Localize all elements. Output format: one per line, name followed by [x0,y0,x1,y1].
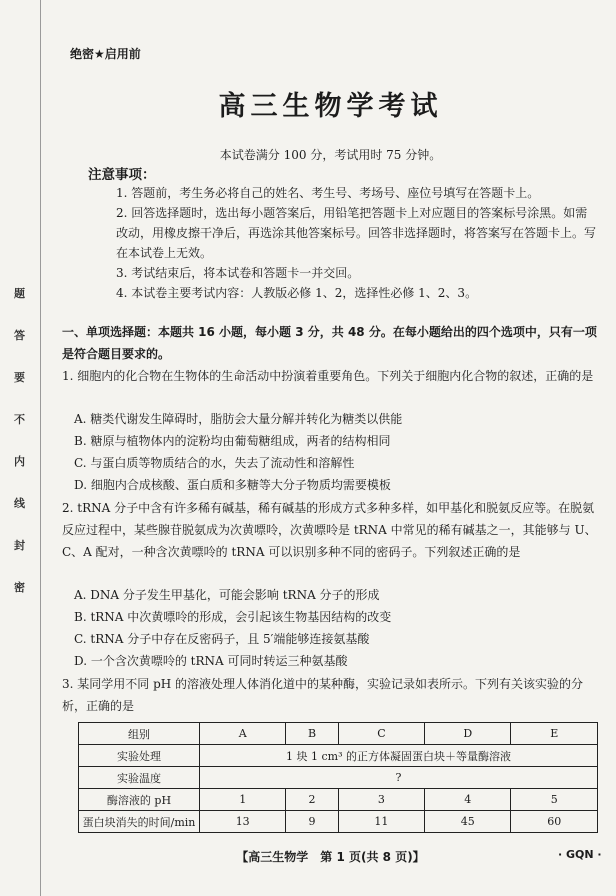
confidential-mark: 绝密★启用前 [70,47,141,61]
table-row [79,767,598,789]
table-cell: D [425,723,511,745]
exam-title: 高三生物学考试 [218,91,443,122]
option: D. 一个含次黄嘌呤的 tRNA 可同时转运三种氨基酸 [74,654,348,668]
binding-char: 线 [14,497,25,510]
table-cell: 4 [425,789,511,811]
notice-item: 3. 考试结束后，将本试卷和答题卡一并交回。 [116,266,360,280]
table-cell: E [511,723,598,745]
table-cell: 1 [200,789,286,811]
table-cell: 13 [200,811,286,833]
table-cell: A [200,723,286,745]
table-cell: 组别 [79,723,200,745]
notice-heading: 注意事项： [88,167,156,183]
binding-char: 封 [14,539,25,552]
notice-item: 2. 回答选择题时，选出每小题答案后，用铅笔把答题卡上对应题目的答案标号涂黑。如需改动，用橡皮擦干净后，再选涂其他答案标号。回答非选择题时，将答案写在答题卡上。写在本试卷上无效。 [116,206,597,260]
table-cell: 实验处理 [79,745,200,767]
binding-char: 内 [14,455,25,468]
table-cell: C [338,723,424,745]
table-cell: B [286,723,338,745]
table-cell: 60 [511,811,598,833]
binding-char: 题 [14,287,25,300]
option: B. tRNA 中次黄嘌呤的形成，会引起该生物基因结构的改变 [74,610,392,624]
table-row [79,745,598,767]
question-1-stem: 1. 细胞内的化合物在生物体的生命活动中扮演着重要角色。下列关于细胞内化合物的叙述，正确的是 [62,369,594,383]
page-footer: 【高三生物学 第 1 页(共 8 页)】 [236,850,425,864]
binding-margin [0,0,41,896]
binding-char: 要 [14,371,25,384]
table-cell: 9 [286,811,338,833]
question-2-stem: 2. tRNA 分子中含有许多稀有碱基，稀有碱基的形成方式多种多样，如甲基化和脱氨反应等。在脱氨反应过程中，某些腺苷脱氨成为次黄嘌呤，次黄嘌呤是 tRNA 中常见的稀有碱基之一，其能够与 U、C、A 配对，一种含次黄嘌呤的 tRNA 可以识别多种不同的密码子。下列叙述正确的是 [62,501,597,559]
table-cell: 45 [425,811,511,833]
table-cell: 蛋白块消失的时间/min [79,811,200,833]
option: C. tRNA 分子中存在反密码子，且 5′端能够连接氨基酸 [74,632,370,646]
section-heading: 一、单项选择题：本题共 16 小题，每小题 3 分，共 48 分。在每小题给出的四个选项中，只有一项是符合题目要求的。 [62,325,597,361]
option: A. 糖类代谢发生障碍时，脂肪会大量分解并转化为糖类以供能 [74,412,403,426]
table-row [79,723,598,745]
binding-char: 密 [14,581,25,594]
paper-code: · GQN · [558,848,602,861]
table-cell: 11 [338,811,424,833]
option: B. 糖原与植物体内的淀粉均由葡萄糖组成，两者的结构相同 [74,434,391,448]
table-cell: 2 [286,789,338,811]
experiment-table [78,722,598,833]
table-cell: 实验温度 [79,767,200,789]
notice-item: 4. 本试卷主要考试内容：人教版必修 1、2，选择性必修 1、2、3。 [116,286,478,300]
option: D. 细胞内合成核酸、蛋白质和多糖等大分子物质均需要模板 [74,478,391,492]
question-3-stem: 3. 某同学用不同 pH 的溶液处理人体消化道中的某种酶，实验记录如表所示。下列有关该实验的分析，正确的是 [62,677,584,713]
option: C. 与蛋白质等物质结合的水，失去了流动性和溶解性 [74,456,355,470]
option: A. DNA 分子发生甲基化，可能会影响 tRNA 分子的形成 [74,588,380,602]
table-row [79,811,598,833]
exam-subtitle: 本试卷满分 100 分，考试用时 75 分钟。 [219,148,442,162]
notice-item: 1. 答题前，考生务必将自己的姓名、考生号、考场号、座位号填写在答题卡上。 [116,186,540,200]
table-row [79,789,598,811]
table-cell: ? [200,767,598,789]
table-cell: 1 块 1 cm³ 的正方体凝固蛋白块＋等量酶溶液 [200,745,598,767]
binding-char: 不 [14,413,25,426]
binding-char: 答 [14,329,25,342]
table-cell: 3 [338,789,424,811]
table-cell: 5 [511,789,598,811]
table-cell: 酶溶液的 pH [79,789,200,811]
